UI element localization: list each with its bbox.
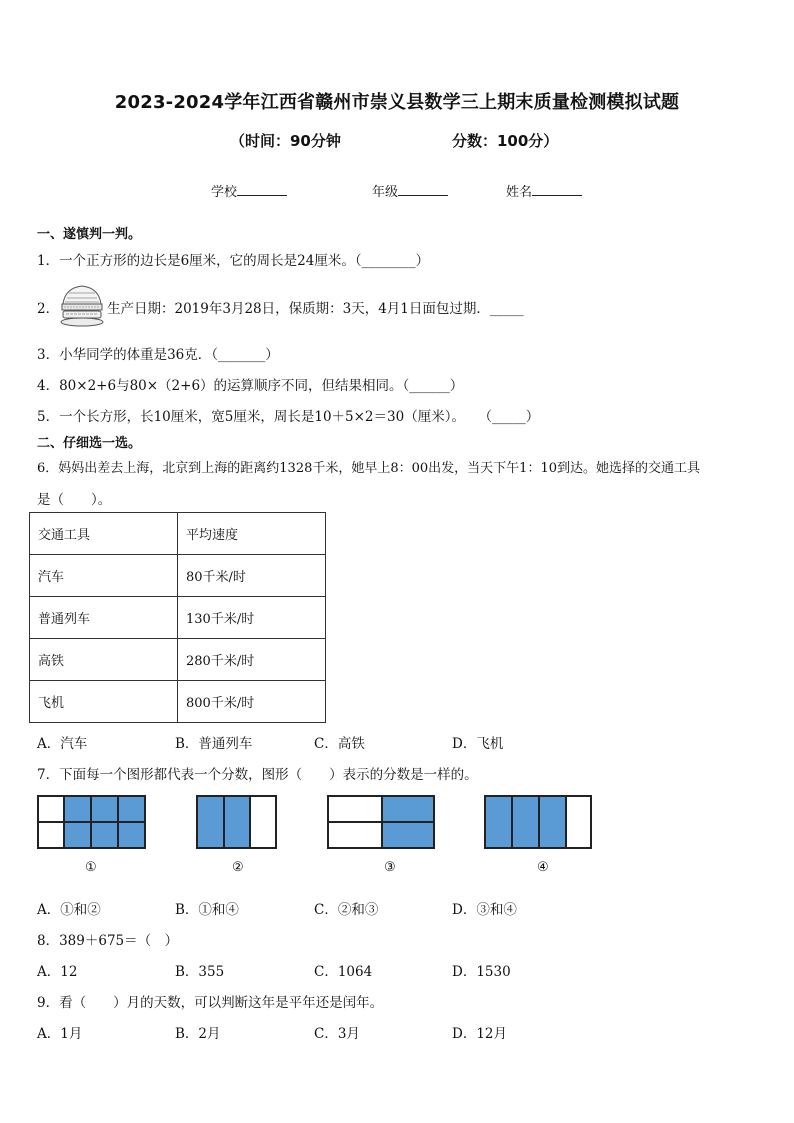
q8-option-d[interactable]: D．1530 [452, 964, 511, 980]
grade-field [372, 181, 448, 200]
q6-option-d[interactable]: D．飞机 [452, 736, 504, 752]
q7-option-b[interactable]: B．①和④ [175, 902, 239, 918]
q8-option-b[interactable]: B．355 [175, 964, 225, 980]
figure-label-2: ② [232, 860, 244, 875]
q6-option-c[interactable]: C．高铁 [314, 736, 365, 752]
grade-blank[interactable] [398, 181, 448, 196]
table-row [30, 639, 326, 681]
name-field [506, 181, 582, 200]
section1-heading: 一、遂慎判一判。 [37, 227, 142, 242]
figure-label-4: ④ [537, 860, 549, 875]
speed-table [29, 512, 326, 723]
question-6-line2: 是（ ）。 [37, 492, 112, 508]
table-row [30, 597, 326, 639]
q9-option-d[interactable]: D．12月 [452, 1026, 508, 1042]
q7-option-a[interactable]: A．①和② [37, 902, 101, 918]
question-2-text: 生产日期：2019年3月28日，保质期：3天，4月1日面包过期．_____ [107, 301, 524, 317]
table-cell: 飞机 [30, 681, 178, 723]
table-cell: 普通列车 [30, 597, 178, 639]
question-8: 8．389＋675＝（ ） [37, 933, 179, 949]
fraction-figure-3 [327, 795, 435, 849]
table-row [30, 681, 326, 723]
question-7: 7．下面每一个图形都代表一个分数，图形（ ）表示的分数是一样的。 [37, 767, 478, 783]
question-5: 5．一个长方形，长10厘米，宽5厘米，周长是10＋5×2＝30（厘米）。 （_____） [37, 409, 540, 425]
q9-option-b[interactable]: B．2月 [175, 1026, 221, 1042]
question-9: 9．看（ ）月的天数，可以判断这年是平年还是闰年。 [37, 995, 384, 1011]
grade-label: 年级 [372, 185, 399, 200]
table-cell: 高铁 [30, 639, 178, 681]
question-6-line1: 6．妈妈出差去上海，北京到上海的距离约1328千米，她早上8：00出发，当天下午1：10到达。她选择的交通工具 [37, 461, 700, 476]
table-cell: 130千米/时 [178, 597, 326, 639]
section2-heading: 二、仔细选一选。 [37, 436, 142, 451]
page-title: 2023-2024学年江西省赣州市崇义县数学三上期末质量检测模拟试题 [114, 92, 680, 113]
table-cell: 汽车 [30, 555, 178, 597]
fraction-figure-1 [37, 795, 146, 849]
q7-option-d[interactable]: D．③和④ [452, 902, 517, 918]
figure-label-1: ① [85, 860, 97, 875]
question-2-number: 2． [37, 301, 60, 317]
name-label: 姓名 [506, 185, 533, 200]
q8-option-a[interactable]: A．12 [37, 964, 78, 980]
q8-option-c[interactable]: C．1064 [314, 964, 373, 980]
school-label: 学校 [211, 185, 238, 200]
table-header-row [30, 513, 326, 555]
fraction-figure-4 [484, 795, 592, 849]
table-cell: 80千米/时 [178, 555, 326, 597]
bread-icon [57, 282, 107, 328]
question-1: 1．一个正方形的边长是6厘米，它的周长是24厘米。（________） [37, 253, 430, 269]
school-field [211, 181, 287, 200]
question-4: 4．80×2+6与80×（2+6）的运算顺序不同，但结果相同。（______） [37, 378, 464, 394]
q7-option-c[interactable]: C．②和③ [314, 902, 379, 918]
exam-score: 分数：100分） [452, 132, 559, 150]
q9-option-a[interactable]: A．1月 [37, 1026, 83, 1042]
q9-option-c[interactable]: C．3月 [314, 1026, 360, 1042]
table-header: 平均速度 [178, 513, 326, 555]
table-header: 交通工具 [30, 513, 178, 555]
fraction-figure-2 [196, 795, 277, 849]
figure-label-3: ③ [384, 860, 396, 875]
table-cell: 280千米/时 [178, 639, 326, 681]
table-cell: 800千米/时 [178, 681, 326, 723]
q6-option-a[interactable]: A．汽车 [37, 736, 88, 752]
school-blank[interactable] [237, 181, 287, 196]
table-row [30, 555, 326, 597]
exam-time: （时间：90分钟 [230, 132, 341, 150]
name-blank[interactable] [532, 181, 582, 196]
q6-option-b[interactable]: B．普通列车 [175, 736, 253, 752]
question-3: 3．小华同学的体重是36克．（_______） [37, 347, 279, 363]
